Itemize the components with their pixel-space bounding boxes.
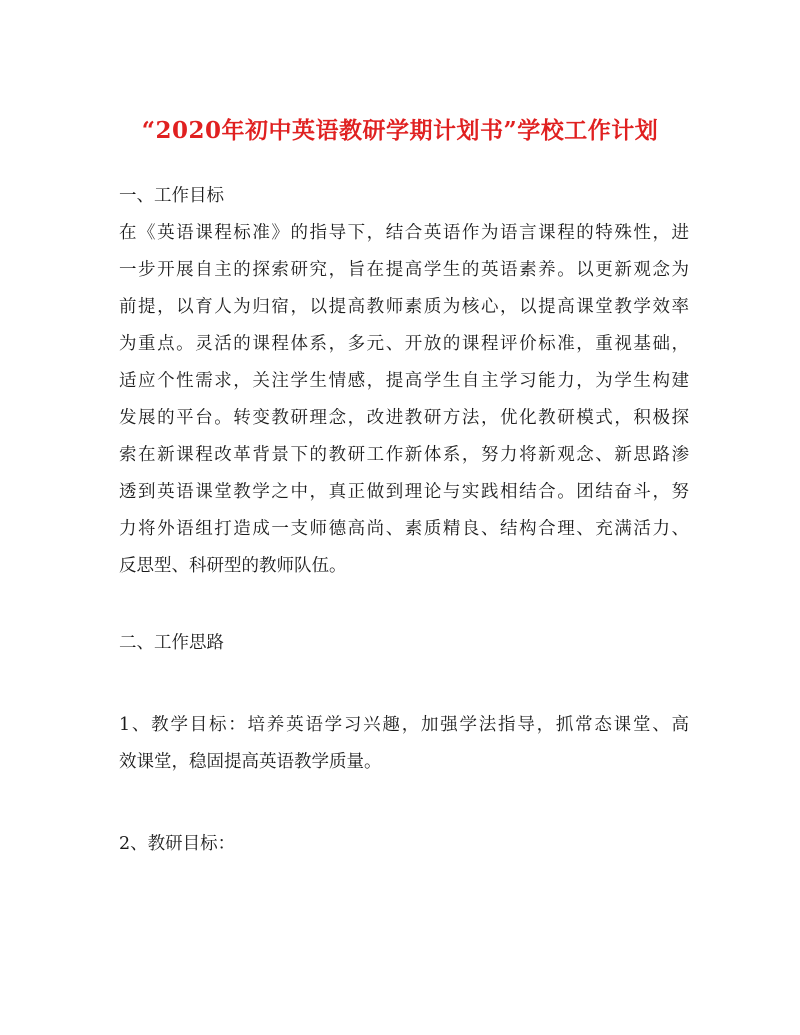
paragraph-line: 索在新课程改革背景下的教研工作新体系，努力将新观念、新思路渗 — [119, 445, 689, 465]
research-goal-item — [119, 826, 689, 863]
item-line: 效课堂，稳固提高英语教学质量。 — [119, 752, 382, 772]
document-title: “2020年初中英语教研学期计划书”学校工作计划 — [141, 117, 659, 144]
section-heading-approach — [119, 625, 689, 662]
paragraph-line: 透到英语课堂教学之中，真正做到理论与实践相结合。团结奋斗，努 — [119, 482, 689, 502]
goals-paragraph — [119, 215, 689, 585]
item-line: 1、教学目标：培养英语学习兴趣，加强学法指导，抓常态课堂、高 — [119, 715, 689, 735]
paragraph-line: 发展的平台。转变教研理念，改进教研方法，优化教研模式，积极探 — [119, 408, 689, 428]
section-heading-goals — [119, 178, 689, 215]
paragraph-line: 反思型、科研型的教师队伍。 — [119, 556, 347, 576]
paragraph-line: 为重点。灵活的课程体系，多元、开放的课程评价标准，重视基础， — [119, 334, 689, 354]
paragraph-line: 一步开展自主的探索研究，旨在提高学生的英语素养。以更新观念为 — [119, 260, 689, 280]
paragraph-line: 适应个性需求，关注学生情感，提高学生自主学习能力，为学生构建 — [119, 371, 689, 391]
paragraph-line: 在《英语课程标准》的指导下，结合英语作为语言课程的特殊性，进 — [119, 223, 689, 243]
section-heading-text: 一、工作目标 — [119, 186, 224, 206]
section-heading-text: 二、工作思路 — [119, 633, 224, 653]
teaching-goal-item — [119, 707, 689, 781]
item-line: 2、教研目标： — [119, 834, 236, 854]
paragraph-line: 前提，以育人为归宿，以提高教师素质为核心，以提高课堂教学效率 — [119, 297, 689, 317]
paragraph-line: 力将外语组打造成一支师德高尚、素质精良、结构合理、充满活力、 — [119, 519, 689, 539]
